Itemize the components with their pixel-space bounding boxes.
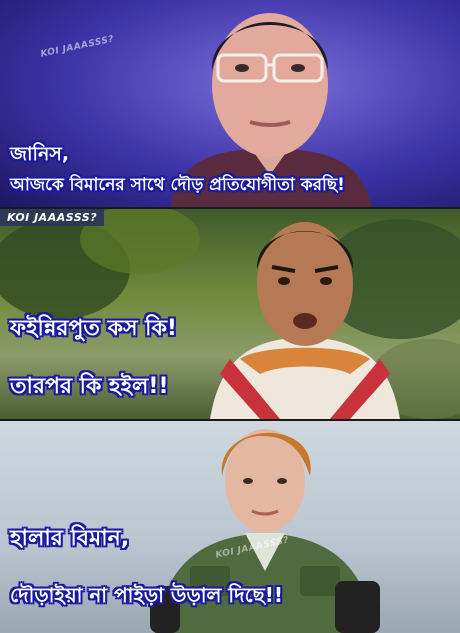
watermark-text: KOI JAAASSS? (214, 535, 291, 561)
watermark-tag: KOI JAAASSS? (0, 209, 104, 226)
panel-1 (0, 0, 460, 207)
caption-line: জানিস, (10, 143, 70, 165)
panel-3 (0, 421, 460, 633)
man-with-scarf-illustration (200, 209, 410, 419)
caption-line: ফইন্নিরপুত কস কি! (10, 316, 177, 341)
caption-line: তারপর কি হইল!! (10, 374, 169, 399)
caption-line: আজকে বিমানের সাথে দৌড় প্রতিযোগীতা করছি! (10, 175, 345, 195)
caption-line: দৌড়াইয়া না পাইড়া উড়াল দিছে!! (10, 583, 284, 607)
panel-2 (0, 209, 460, 419)
caption-line: হালার বিমান, (10, 526, 130, 551)
watermark-text: KOI JAAASSS? (39, 34, 116, 60)
